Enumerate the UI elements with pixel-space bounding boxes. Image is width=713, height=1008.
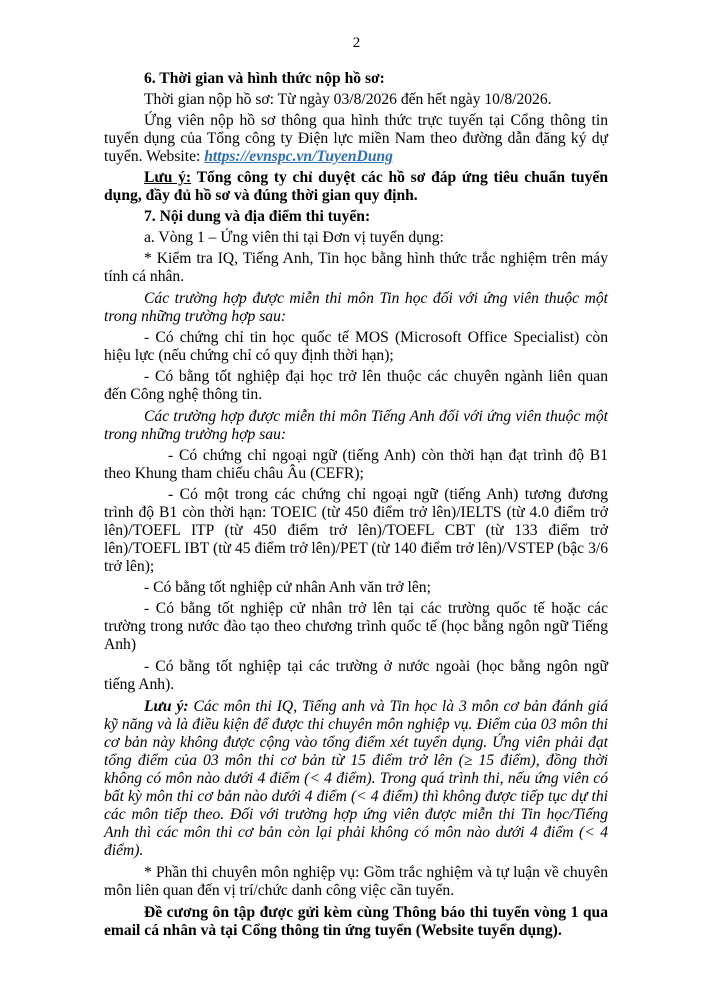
note-1-text: Tổng công ty chỉ duyệt các hồ sơ đáp ứng tiêu chuẩn tuyển dụng, đầy đủ hồ sơ và đúng thời gian quy định. bbox=[104, 169, 608, 204]
english-exemption-heading: Các trường hợp được miễn thi môn Tiếng Anh đối với ứng viên thuộc một trong những trường hợp sau: bbox=[104, 408, 608, 443]
english-exemption-item: - Có bằng tốt nghiệp tại các trường ở nước ngoài (học bằng ngôn ngữ tiếng Anh). bbox=[104, 658, 608, 693]
it-exemption-heading: Các trường hợp được miễn thi môn Tin học đối với ứng viên thuộc một trong những trường hợp sau: bbox=[104, 290, 608, 325]
note-2-label: Lưu ý: bbox=[144, 698, 189, 715]
submission-time: Thời gian nộp hồ sơ: Từ ngày 03/8/2026 đến hết ngày 10/8/2026. bbox=[144, 91, 552, 108]
note-1-label: Lưu ý: bbox=[144, 169, 192, 186]
section-7-heading: 7. Nội dung và địa điểm thi tuyển: bbox=[144, 208, 371, 225]
section-6-heading: 6. Thời gian và hình thức nộp hồ sơ: bbox=[144, 70, 385, 87]
submission-method bbox=[104, 112, 608, 166]
submission-method-text: Ứng viên nộp hồ sơ thông qua hình thức trực tuyến tại Cổng thông tin tuyển dụng của Tổng công ty Điện lực miền Nam theo đường dẫn đăng ký dự tuyển. Website: bbox=[104, 112, 608, 165]
round-1-heading: a. Vòng 1 – Ứng viên thi tại Đơn vị tuyển dụng: bbox=[144, 229, 444, 246]
it-exemption-item: - Có chứng chỉ tin học quốc tế MOS (Microsoft Office Specialist) còn hiệu lực (nếu chứng chỉ có quy định thời hạn); bbox=[104, 329, 608, 364]
page-number: 2 bbox=[352, 35, 361, 51]
document-body bbox=[104, 70, 608, 940]
english-exemption-item: - Có một trong các chứng chỉ ngoại ngữ (tiếng Anh) tương đương trình độ B1 còn thời hạn: TOEIC (từ 450 điểm trở lên)/IELTS (từ 4.0 điểm trở lên)/TOEFL ITP (từ 450 điểm trở lên)/TOEFL CBT (từ 133 điểm trở lên)/TOEFL IBT (từ 45 điểm trở lên)/PET (từ 140 điểm trở lên)/VSTEP (bậc 3/6 trở lên); bbox=[104, 486, 608, 575]
english-exemption-item: - Có chứng chỉ ngoại ngữ (tiếng Anh) còn thời hạn đạt trình độ B1 theo Khung tham chiếu châu Âu (CEFR); bbox=[104, 447, 608, 482]
english-exemption-item: - Có bằng tốt nghiệp cử nhân Anh văn trở lên; bbox=[144, 579, 431, 596]
recruitment-website-link[interactable]: https://evnspc.vn/TuyenDung bbox=[204, 148, 393, 165]
note-2 bbox=[104, 698, 608, 860]
note-1 bbox=[104, 169, 608, 205]
specialty-exam: * Phần thi chuyên môn nghiệp vụ: Gồm trắc nghiệm và tự luận về chuyên môn liên quan đến vị trí/chức danh công việc cần tuyển. bbox=[104, 864, 608, 899]
it-exemption-item: - Có bằng tốt nghiệp đại học trở lên thuộc các chuyên ngành liên quan đến Công nghệ thông tin. bbox=[104, 368, 608, 403]
note-2-text: Các môn thi IQ, Tiếng anh và Tin học là 3 môn cơ bản đánh giá kỹ năng và là điều kiện để được thi chuyên môn nghiệp vụ. Điểm của 03 môn thi cơ bản này không được cộng vào tổng điểm xét tuyển dụng. Ứng viên phải đạt tổng điểm của 03 môn thi cơ bản từ 15 điểm trở lên (≥ 15 điểm), đồng thời không có môn nào dưới 4 điểm (< 4 điểm). Trong quá trình thi, nếu ứng viên có bất kỳ môn thi cơ bản nào dưới 4 điểm (< 4 điểm) thì không được tiếp tục dự thi các môn tiếp theo. Đối với trường hợp ứng viên được miễn thi Tin học/Tiếng Anh thì các môn thi cơ bản còn lại phải không có môn nào dưới 4 điểm (< 4 điểm). bbox=[104, 698, 608, 859]
study-outline-note: Đề cương ôn tập được gửi kèm cùng Thông báo thi tuyển vòng 1 qua email cá nhân và tại Cổng thông tin ứng tuyển (Website tuyển dụng). bbox=[104, 904, 608, 939]
test-description: * Kiểm tra IQ, Tiếng Anh, Tin học bằng hình thức trắc nghiệm trên máy tính cá nhân. bbox=[104, 250, 608, 285]
english-exemption-item: - Có bằng tốt nghiệp cử nhân trở lên tại các trường quốc tế hoặc các trường trong nước đào tạo theo chương trình quốc tế (học bằng ngôn ngữ Tiếng Anh) bbox=[104, 600, 608, 653]
